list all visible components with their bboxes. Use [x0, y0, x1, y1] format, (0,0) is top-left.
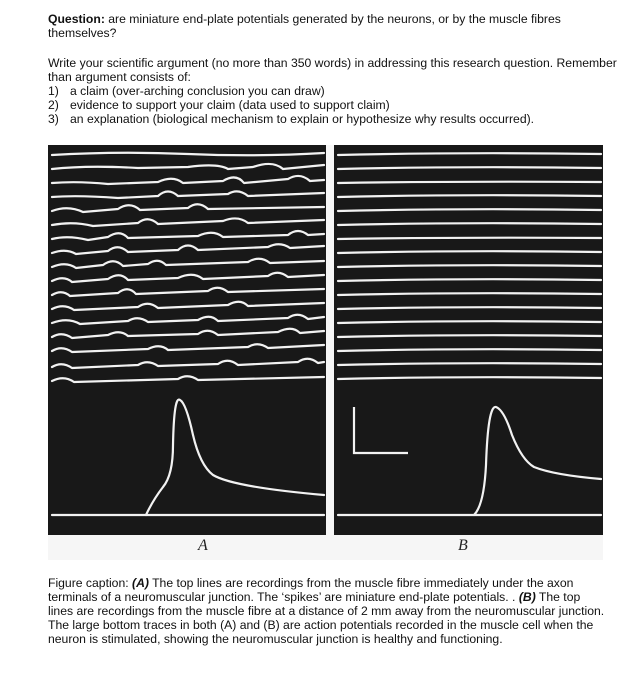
caption-a-text: The top lines are recordings from the muscle fibre immediately under the axon terminals of a neuromuscular junction. The ‘spikes’ are miniature end-plate potentials. . [48, 576, 574, 604]
figure-caption [48, 576, 608, 646]
caption-b-tag: (B) [518, 590, 536, 604]
caption-prefix: Figure caption: [48, 576, 129, 590]
question-text: are miniature end-plate potentials generated by the neurons, or by the muscle fibres themselves? [48, 12, 561, 40]
list-item: 2) evidence to support your claim (data used to support claim) [48, 98, 390, 112]
panel-a-traces [48, 145, 326, 535]
panel-b-label: B [458, 537, 468, 554]
question-label: Question: [48, 12, 105, 26]
caption-b-text: The top lines are recordings from the muscle fibre at a distance of 2 mm away from the neuromuscular junction. The large bottom traces in both (A) and (B) are action potentials recorded in the muscle cell when the neuron is stimulated, showing the neuromuscular junction is healthy and functioning. [48, 590, 605, 646]
panel-b-traces [334, 145, 603, 535]
list-item: 3) an explanation (biological mechanism to explain or hypothesize why results occurred). [48, 112, 535, 126]
panel-a-label: A [198, 537, 208, 554]
question [48, 12, 618, 40]
panel-a-recording [48, 145, 326, 535]
list-item: 1) a claim (over-arching conclusion you can draw) [48, 84, 325, 98]
instructions-intro: Write your scientific argument (no more than 350 words) in addressing this research question. Remember than argument consists of: [48, 56, 617, 84]
panel-b-recording [334, 145, 603, 535]
caption-a-tag: (A) [132, 576, 149, 590]
recording-figure [48, 145, 603, 560]
scale-bar [354, 407, 408, 453]
argument-component-list [48, 84, 618, 126]
